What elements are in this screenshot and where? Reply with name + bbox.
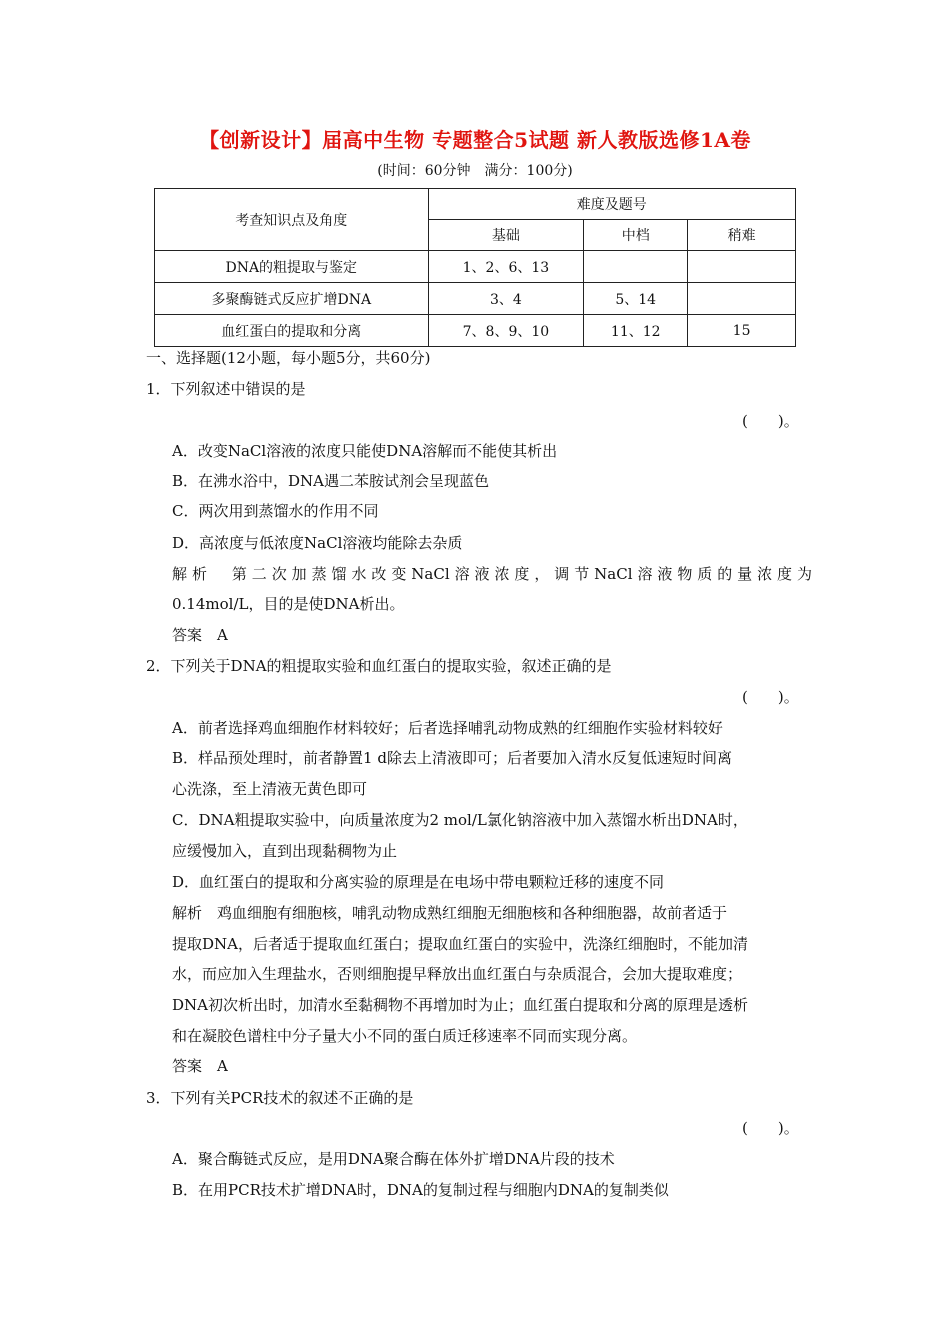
table-cell-topic: DNA的粗提取与鉴定 (155, 251, 429, 283)
question-2-option-c-cont: 应缓慢加入，直到出现黏稠物为止 (172, 842, 398, 860)
question-2-analysis-cont: 提取DNA，后者适于提取血红蛋白；提取血红蛋白的实验中，洗涤红细胞时，不能加清 (172, 935, 748, 953)
table-cell-basic: 1、2、6、13 (428, 251, 584, 283)
knowledge-difficulty-table (154, 188, 796, 347)
question-2-answer: 答案 A (172, 1057, 228, 1075)
question-1-option-d: D．高浓度与低浓度NaCl溶液均能除去杂质 (172, 534, 463, 552)
question-2-analysis-cont: 和在凝胶色谱柱中分子量大小不同的蛋白质迁移速率不同而实现分离。 (172, 1027, 638, 1045)
table-header-topic: 考查知识点及角度 (155, 189, 429, 251)
table-cell-medium (584, 251, 688, 283)
question-1-option-a: A．改变NaCl溶液的浓度只能使DNA溶解而不能使其析出 (172, 442, 558, 460)
table-header-basic: 基础 (428, 220, 584, 251)
question-3-option-b: B．在用PCR技术扩增DNA时，DNA的复制过程与细胞内DNA的复制类似 (172, 1181, 669, 1199)
question-2-analysis: 解析 鸡血细胞有细胞核，哺乳动物成熟红细胞无细胞核和各种细胞器，故前者适于 (172, 904, 728, 922)
question-2-option-b: B．样品预处理时，前者静置1 d除去上清液即可；后者要加入清水反复低速短时间离 (172, 749, 732, 767)
question-1-answer-blank: ( )。 (742, 412, 799, 430)
table-header-hard: 稍难 (688, 220, 796, 251)
question-2-option-d: D．血红蛋白的提取和分离实验的原理是在电场中带电颗粒迁移的速度不同 (172, 873, 665, 891)
table-cell-medium: 11、12 (584, 315, 688, 347)
table-cell-basic: 3、4 (428, 283, 584, 315)
table-header-difficulty: 难度及题号 (428, 189, 795, 220)
table-row (155, 315, 796, 347)
table-cell-basic: 7、8、9、10 (428, 315, 584, 347)
question-1-option-c: C．两次用到蒸馏水的作用不同 (172, 502, 379, 520)
table-cell-hard: 15 (688, 315, 796, 347)
table-cell-medium: 5、14 (584, 283, 688, 315)
question-1-analysis: 解析 第二次加蒸馏水改变NaCl溶液浓度，调节NaCl溶液物质的量浓度为 (172, 565, 812, 583)
question-3-option-a: A．聚合酶链式反应，是用DNA聚合酶在体外扩增DNA片段的技术 (172, 1150, 615, 1168)
document-title: 【创新设计】届高中生物 专题整合5试题 新人教版选修1A卷 (199, 128, 751, 152)
table-cell-hard (688, 251, 796, 283)
question-2-option-b-cont: 心洗涤，至上清液无黄色即可 (172, 780, 368, 798)
question-1-analysis-cont: 0.14mol/L，目的是使DNA析出。 (172, 595, 405, 613)
question-1-answer: 答案 A (172, 626, 228, 644)
table-row (155, 283, 796, 315)
section-heading: 一、选择题(12小题，每小题5分，共60分) (146, 349, 431, 367)
table-row (155, 251, 796, 283)
question-3-answer-blank: ( )。 (742, 1119, 799, 1137)
table-cell-topic: 多聚酶链式反应扩增DNA (155, 283, 429, 315)
question-2-option-a: A．前者选择鸡血细胞作材料较好；后者选择哺乳动物成熟的红细胞作实验材料较好 (172, 719, 723, 737)
table-header-medium: 中档 (584, 220, 688, 251)
question-1-stem: 1．下列叙述中错误的是 (146, 380, 306, 398)
question-2-option-c: C．DNA粗提取实验中，向质量浓度为2 mol/L氯化钠溶液中加入蒸馏水析出DNA时， (172, 811, 748, 829)
question-2-stem: 2．下列关于DNA的粗提取实验和血红蛋白的提取实验，叙述正确的是 (146, 657, 612, 675)
question-2-answer-blank: ( )。 (742, 688, 799, 706)
table-cell-topic: 血红蛋白的提取和分离 (155, 315, 429, 347)
question-3-stem: 3．下列有关PCR技术的叙述不正确的是 (146, 1089, 414, 1107)
exam-time-score: (时间：60分钟 满分：100分) (377, 163, 573, 179)
question-2-analysis-cont: DNA初次析出时，加清水至黏稠物不再增加时为止；血红蛋白提取和分离的原理是透析 (172, 996, 748, 1014)
question-1-option-b: B．在沸水浴中，DNA遇二苯胺试剂会呈现蓝色 (172, 472, 490, 490)
question-2-analysis-cont: 水，而应加入生理盐水，否则细胞提早释放出血红蛋白与杂质混合，会加大提取难度； (172, 965, 743, 983)
table-cell-hard (688, 283, 796, 315)
